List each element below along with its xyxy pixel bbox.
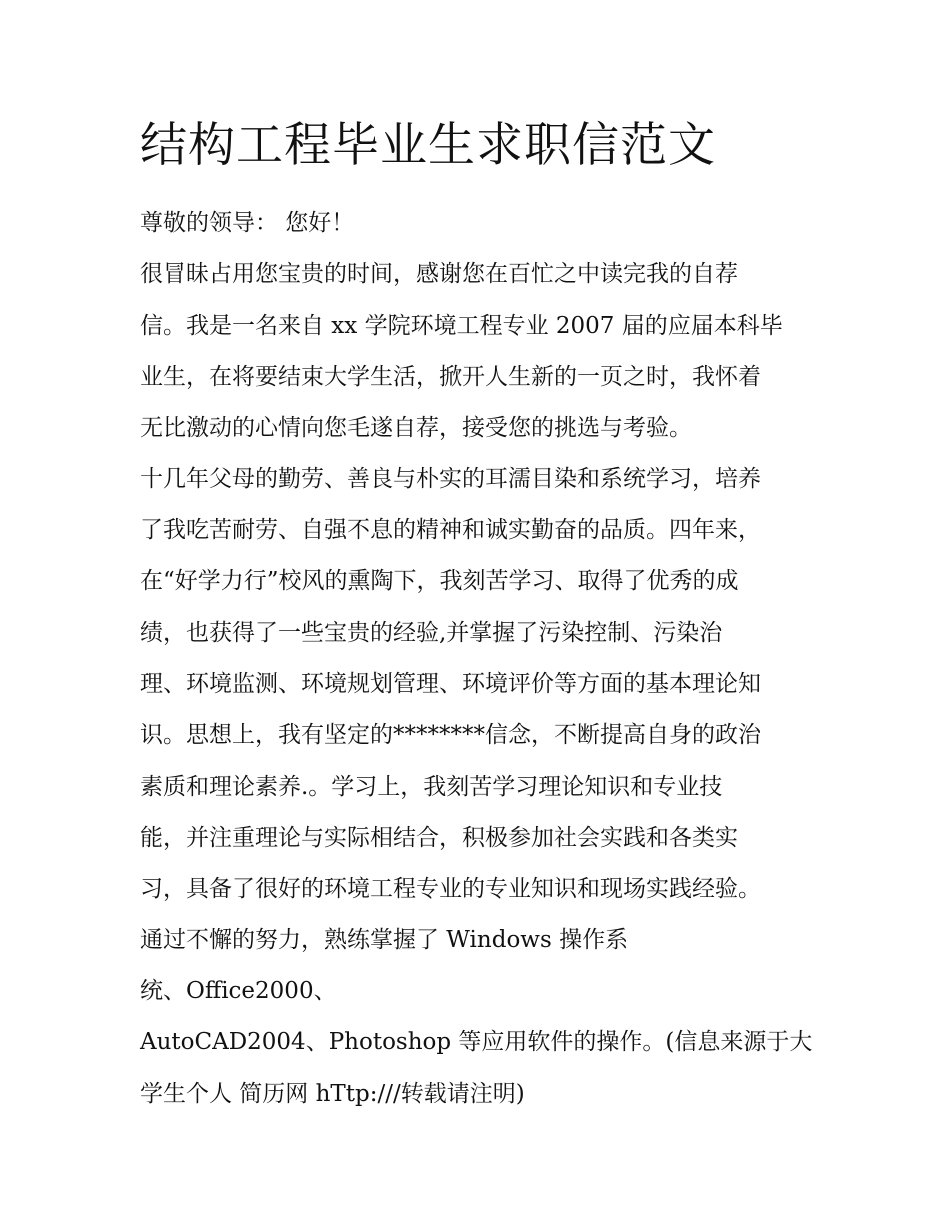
body-line: 统、Office2000、 [140,978,337,1004]
body-line: 通过不懈的努力，熟练掌握了 Windows 操作系 [140,927,629,953]
body-line: 绩，也获得了一些宝贵的经验,并掌握了污染控制、污染治 [140,620,723,646]
greeting-line: 尊敬的领导： 您好！ [140,210,355,236]
body-line: 学生个人 简历网 hTtp:///转载请注明) [140,1081,525,1107]
body-line: 素质和理论素养.。学习上，我刻苦学习理论知识和专业技 [140,774,723,800]
body-line: 在“好学力行”校风的熏陶下，我刻苦学习、取得了优秀的成 [140,568,739,594]
body-line: AutoCAD2004、Photoshop 等应用软件的操作。(信息来源于大 [140,1029,813,1055]
body-line: 了我吃苦耐劳、自强不息的精神和诚实勤奋的品质。四年来， [140,517,761,543]
document-title: 结构工程毕业生求职信范文 [140,118,716,173]
body-line: 十几年父母的勤劳、善良与朴实的耳濡目染和系统学习，培养 [140,466,761,492]
body-line: 识。思想上，我有坚定的********信念，不断提高自身的政治 [140,722,761,748]
body-line: 信。我是一名来自 xx 学院环境工程专业 2007 届的应届本科毕 [140,313,783,339]
body-line: 习，具备了很好的环境工程专业的专业知识和现场实践经验。 [140,876,761,902]
body-line: 无比激动的心情向您毛遂自荐，接受您的挑选与考验。 [140,415,692,441]
body-line: 很冒昧占用您宝贵的时间，感谢您在百忙之中读完我的自荐 [140,261,738,287]
body-line: 业生，在将要结束大学生活，掀开人生新的一页之时，我怀着 [140,364,761,390]
body-line: 能，并注重理论与实际相结合，积极参加社会实践和各类实 [140,825,738,851]
body-line: 理、环境监测、环境规划管理、环境评价等方面的基本理论知 [140,671,761,697]
